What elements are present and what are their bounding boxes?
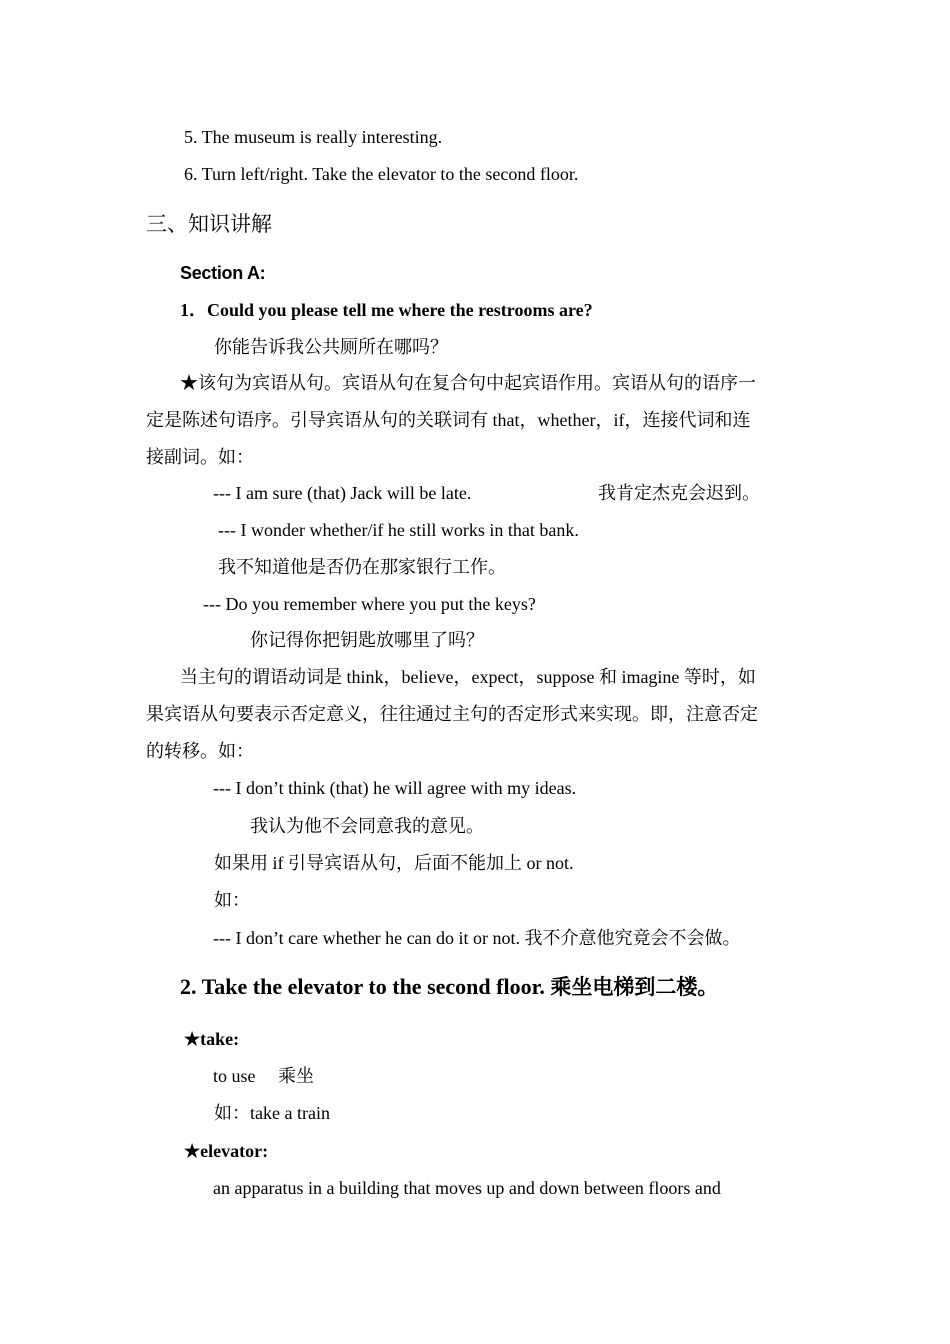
note-line-3: 的转移。如： xyxy=(146,741,254,761)
point2-heading xyxy=(180,973,718,1001)
note-line-2: 果宾语从句要表示否定意义，往往通过主句的否定形式来实现。即，注意否定 xyxy=(146,704,758,724)
section-heading: 三、知识讲解 xyxy=(146,212,272,236)
list-item-5: 5. The museum is really interesting. xyxy=(184,127,443,147)
example2-en: --- I wonder whether/if he still works in that bank. xyxy=(218,520,579,540)
point1-title: 1．Could you please tell me where the restrooms are? xyxy=(180,300,593,320)
note-line-1: 当主句的谓语动词是 think，believe，expect，suppose 和 imagine 等时，如 xyxy=(180,667,756,687)
take-definition: to use 乘坐 xyxy=(213,1066,314,1086)
point2-title-zh: 乘坐电梯到二楼。 xyxy=(550,975,719,999)
elevator-definition: an apparatus in a building that moves up and down between floors and xyxy=(213,1178,721,1198)
explanation-line-2: 定是陈述句语序。引导宾语从句的关联词有 that，whether，if，连接代词和连 xyxy=(146,410,751,430)
example4-zh: 我认为他不会同意我的意见。 xyxy=(250,816,484,836)
example2-zh: 我不知道他是否仍在那家银行工作。 xyxy=(218,557,506,577)
example3-en: --- Do you remember where you put the keys? xyxy=(203,594,536,614)
point1-translation: 你能告诉我公共厕所在哪吗？ xyxy=(214,337,448,357)
point2-title-en: 2. Take the elevator to the second floor. xyxy=(180,974,545,999)
example3-zh: 你记得你把钥匙放哪里了吗？ xyxy=(250,630,484,650)
take-example: 如：take a train xyxy=(214,1103,330,1123)
elevator-label: ★elevator: xyxy=(184,1141,269,1161)
example1-zh: 我肯定杰克会迟到。 xyxy=(598,483,760,503)
section-label: Section A: xyxy=(180,263,266,283)
ru-label: 如： xyxy=(214,890,250,910)
example4-en: --- I don’t think (that) he will agree with my ideas. xyxy=(213,778,577,798)
take-label: ★take: xyxy=(184,1029,240,1049)
if-note: 如果用 if 引导宾语从句，后面不能加上 or not. xyxy=(214,853,574,873)
explanation-line-1: ★该句为宾语从句。宾语从句在复合句中起宾语作用。宾语从句的语序一 xyxy=(180,373,756,393)
explanation-line-3: 接副词。如： xyxy=(146,447,254,467)
example1-en: --- I am sure (that) Jack will be late. xyxy=(213,483,472,503)
example5: --- I don’t care whether he can do it or not. 我不介意他究竟会不会做。 xyxy=(213,928,741,948)
list-item-6: 6. Turn left/right. Take the elevator to the second floor. xyxy=(184,164,579,184)
